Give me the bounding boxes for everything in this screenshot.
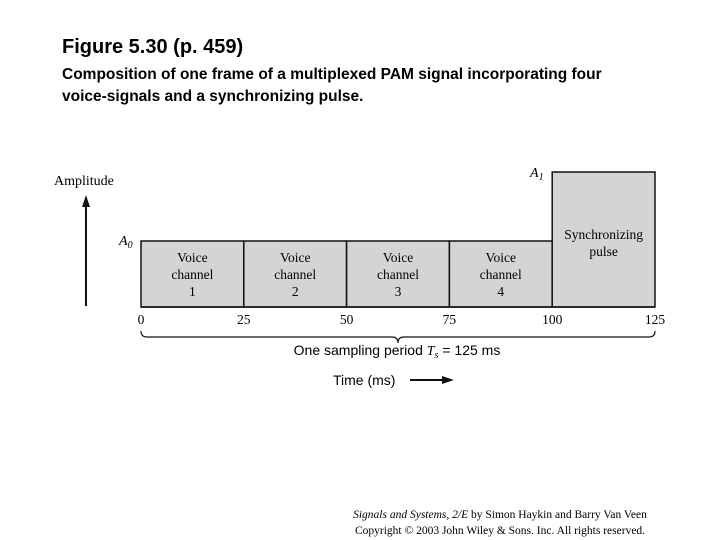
- figure-title: Figure 5.30 (p. 459): [62, 36, 244, 58]
- copyright-credit: [330, 507, 670, 539]
- tick-label-0: 0: [137, 312, 145, 327]
- tick-label-100: 100: [542, 312, 563, 327]
- caption-line-2: voice-signals and a synchronizing pulse.: [62, 88, 364, 105]
- amplitude-label: Amplitude: [54, 174, 114, 189]
- sampling-period-label: One sampling period $T_s = 125$ ms: [293, 342, 501, 361]
- synchronizing-pulse-label: Synchronizing pulse: [564, 227, 643, 259]
- time-axis-label: Time (ms): [333, 372, 396, 388]
- credit-line-1: Signals and Systems, 2/E by Simon Haykin and Barry Van Veen: [353, 509, 647, 521]
- tick-label-50: 50: [339, 312, 354, 327]
- tick-label-125: 125: [644, 312, 666, 327]
- level-a1-label: $A_1$: [530, 166, 544, 183]
- tick-label-75: 75: [442, 312, 457, 327]
- pulse-group: [141, 172, 655, 307]
- voice-channel-1-label: Voice channel 1: [171, 250, 214, 299]
- voice-channel-4-label: Voice channel 4: [479, 250, 522, 299]
- time-arrowhead: [442, 376, 454, 384]
- credit-line-2: Copyright © 2003 John Wiley & Sons. Inc. All rights reserved.: [354, 525, 646, 537]
- caption-line-1: Composition of one frame of a multiplexed PAM signal incorporating four: [62, 66, 602, 83]
- tick-label-group: [138, 312, 666, 327]
- voice-channel-2-label: Voice channel 2: [274, 250, 317, 299]
- level-a0-label: $A_0$: [119, 234, 133, 251]
- tick-label-25: 25: [237, 312, 251, 327]
- amplitude-arrowhead: [82, 195, 90, 207]
- voice-channel-3-label: Voice channel 3: [377, 250, 419, 299]
